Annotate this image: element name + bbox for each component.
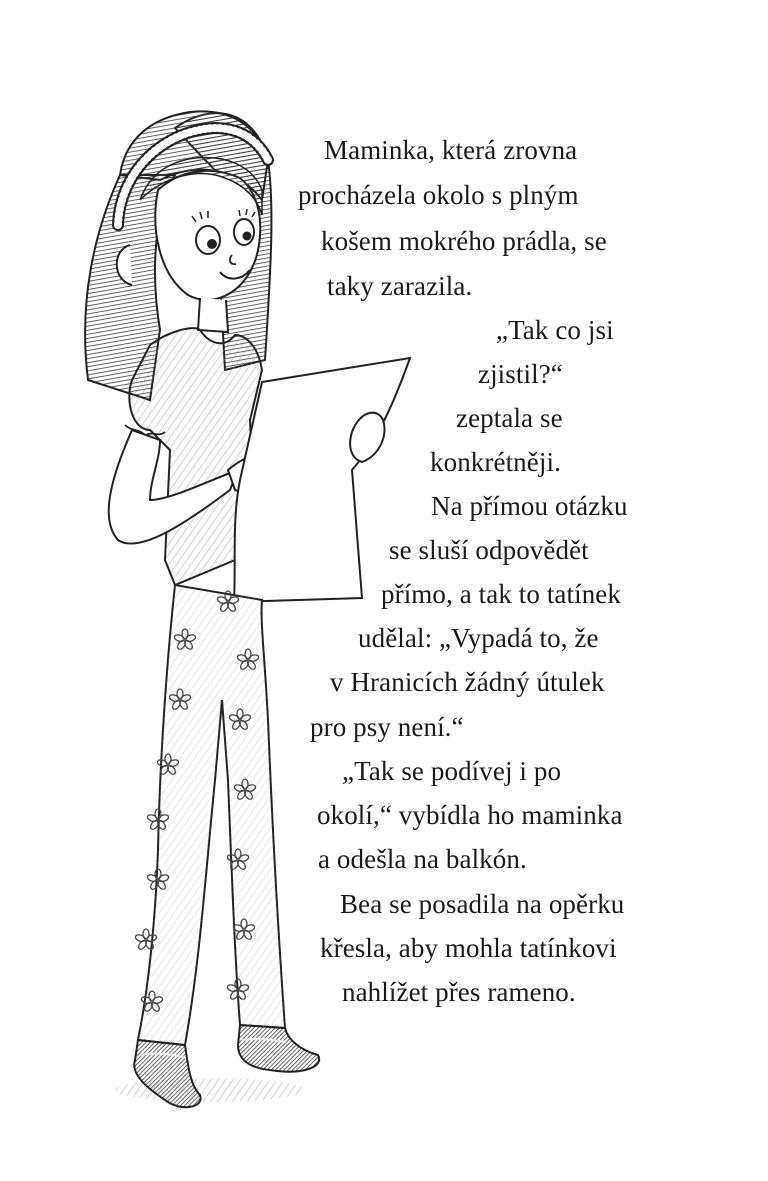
text-line: „Tak se podívej i po — [342, 756, 562, 786]
text-line: a odešla na balkón. — [318, 844, 527, 874]
text-line: košem mokrého prádla, se — [321, 226, 607, 256]
text-line: udělal: „Vypadá to, že — [358, 623, 599, 653]
text-line: nahlížet přes rameno. — [342, 977, 576, 1007]
text-line: zeptala se — [456, 403, 563, 433]
text-line: Bea se posadila na opěrku — [340, 889, 625, 919]
text-line: procházela okolo s plným — [298, 180, 579, 210]
text-line: pro psy není.“ — [310, 712, 464, 742]
text-line: „Tak co jsi — [496, 315, 614, 345]
text-line: se sluší odpovědět — [389, 535, 589, 565]
text-line: Na přímou otázku — [431, 491, 628, 521]
text-line: přímo, a tak to tatínek — [381, 579, 621, 609]
text-line: zjistil?“ — [478, 359, 563, 389]
text-line: konkrétněji. — [430, 447, 561, 477]
text-line: Maminka, která zrovna — [324, 135, 578, 165]
text-line: taky zarazila. — [327, 271, 473, 301]
text-line: v Hranicích žádný útulek — [330, 667, 605, 697]
text-line: okolí,“ vybídla ho maminka — [317, 800, 623, 830]
text-line: křesla, aby mohla tatínkovi — [320, 933, 617, 963]
